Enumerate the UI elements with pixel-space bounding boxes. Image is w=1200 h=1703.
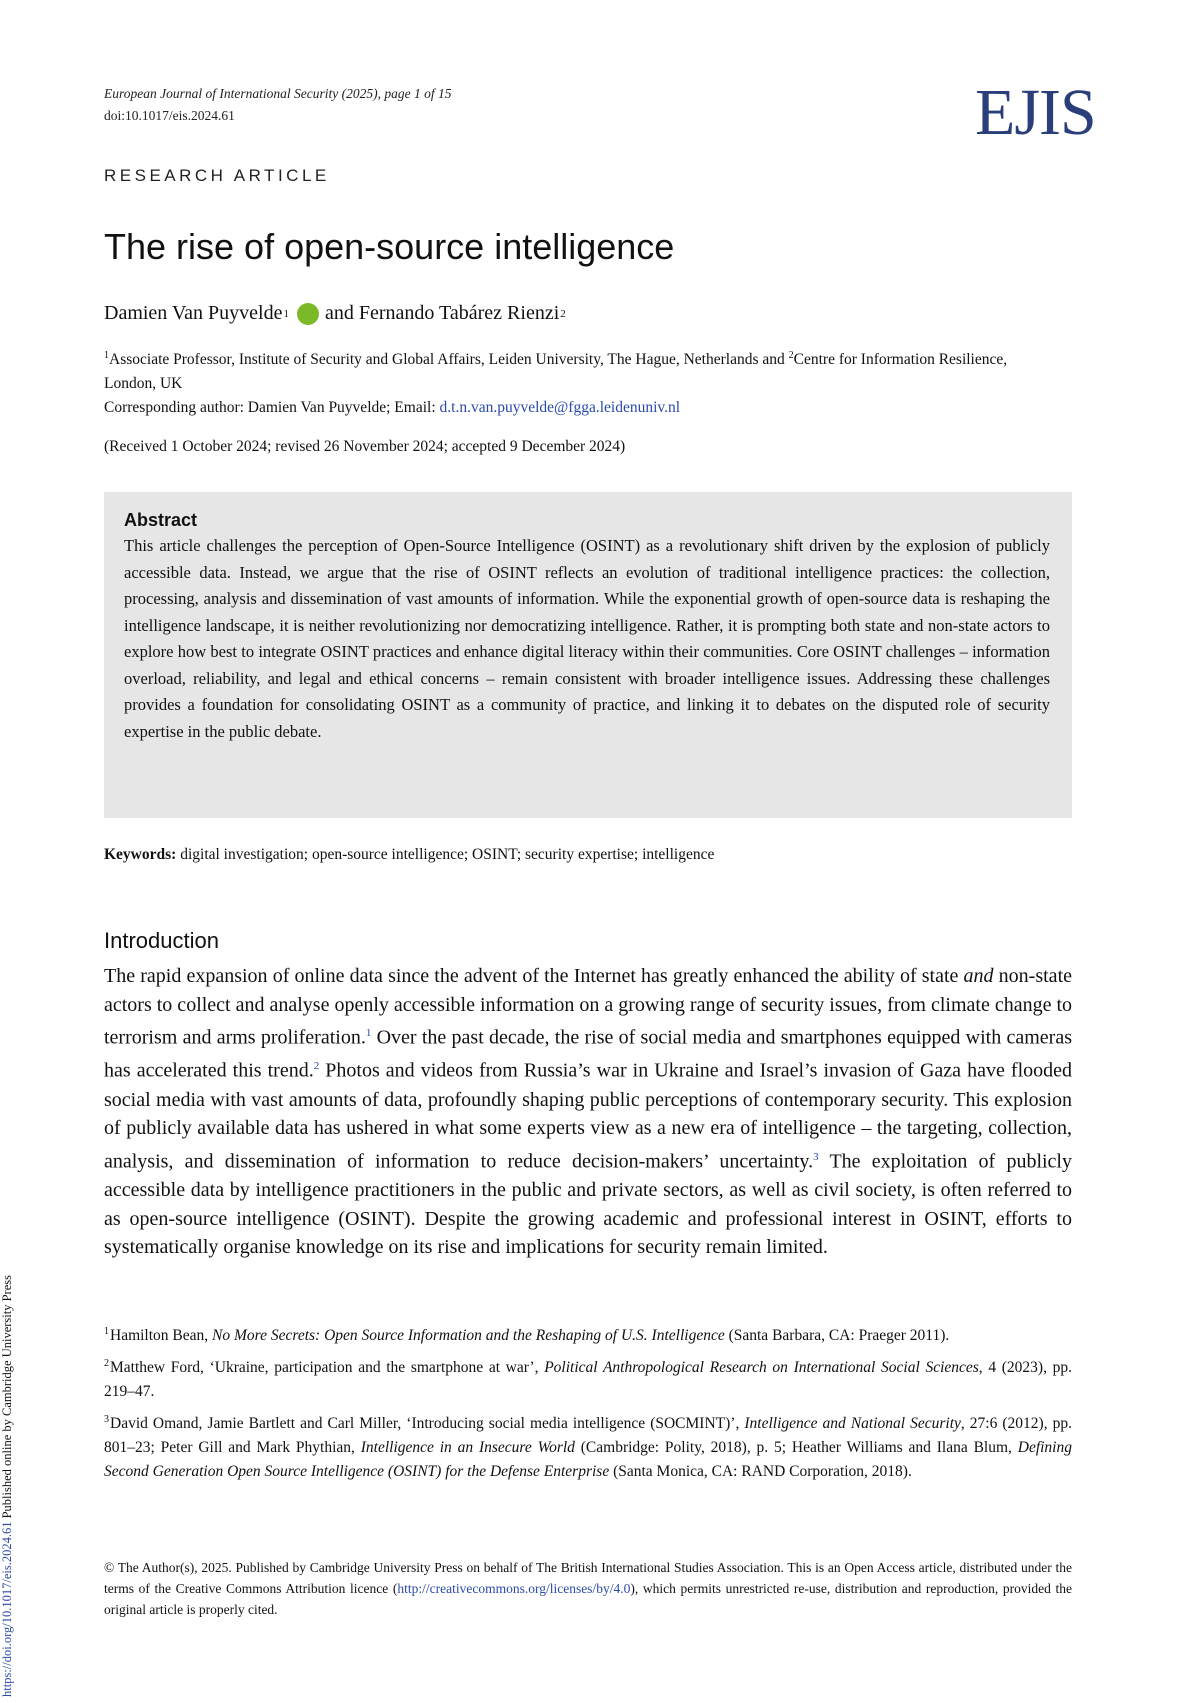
- email-link[interactable]: d.t.n.van.puyvelde@fgga.leidenuniv.nl: [439, 399, 681, 417]
- corresponding-label: Corresponding author:: [104, 399, 244, 417]
- side-margin-note: https://doi.org/10.1017/eis.2024.61 Published online by Cambridge University Press: [0, 1275, 14, 1697]
- footnotes: [104, 1320, 1072, 1488]
- corresponding-author: Corresponding author: Damien Van Puyvelde; Email: d.t.n.van.puyvelde@fgga.leidenuniv.nl: [104, 399, 681, 417]
- footnote-ref-1[interactable]: 1: [365, 1027, 372, 1040]
- footnote-ref-3[interactable]: 3: [813, 1150, 819, 1163]
- copyright-footer: © The Author(s), 2025. Published by Cambridge University Press on behalf of The British International Studies Association. This is an Open Access article, distributed under the terms of the Creative Commons Attribution licence (http://creativecommons.org/licenses/by/4.0), which permits unrestricted re-use, distribution and reproduction, provided the original article is properly cited.: [104, 1560, 1073, 1617]
- abstract-box: [104, 492, 1072, 818]
- authors-line: [104, 302, 566, 325]
- journal-logo: EJIS: [975, 76, 1096, 149]
- footnote-1: $^1$Hamilton Bean, No More Secrets: Open Source Information and the Reshaping of U.S. Intelligence (Santa Barbara, CA: Praeger 2011).: [104, 1326, 950, 1345]
- article-type: RESEARCH ARTICLE: [104, 166, 330, 185]
- keywords: [104, 846, 714, 864]
- author-2-affil-marker: 2: [560, 307, 566, 320]
- orcid-icon[interactable]: [297, 303, 319, 325]
- abstract-heading: Abstract: [124, 510, 198, 530]
- received-dates: (Received 1 October 2024; revised 26 November 2024; accepted 9 December 2024): [104, 438, 626, 455]
- footnote-2: $^2$Matthew Ford, ‘Ukraine, participation and the smartphone at war’, Political Anthropological Research on International Social Sciences, 4 (2023), pp. 219–47.: [104, 1358, 1072, 1401]
- side-doi-link[interactable]: https://doi.org/10.1017/eis.2024.61: [0, 1521, 14, 1697]
- keywords-label: Keywords:: [104, 846, 177, 863]
- introduction-paragraph: The rapid expansion of online data since the advent of the Internet has greatly enhanced the ability of state and non-state actors to collect and analyse openly accessible information on a growing range of security issues, from climate change to terrorism and arms proliferation.$^1$ Over the past decade, the rise of social media and smartphones equipped with cameras has accelerated this trend.$^2$ Photos and videos from Russia’s war in Ukraine and Israel’s invasion of Gaza have flooded social media with vast amounts of data, profoundly shaping public perceptions of contemporary security. This explosion of publicly available data has ushered in what some experts view as a new era of intelligence – the targeting, collection, analysis, and dissemination of information to reduce decision-makers’ uncertainty.$^3$ The exploitation of publicly accessible data by intelligence practitioners in the public and private sectors, as well as civil society, is often referred to as open-source intelligence (OSINT). Despite the growing academic and professional interest in OSINT, efforts to systematically organise knowledge on its rise and implications for security remain limited.: [104, 965, 1073, 1259]
- footnote-ref-2[interactable]: 2: [313, 1060, 320, 1073]
- license-link[interactable]: http://creativecommons.org/licenses/by/4.0: [397, 1581, 631, 1596]
- section-heading-introduction: Introduction: [104, 928, 219, 953]
- abstract-text: This article challenges the perception of Open-Source Intelligence (OSINT) as a revolutionary shift driven by the explosion of publicly accessible data. Instead, we argue that the rise of OSINT reflects an evolution of traditional intelligence practices: the collection, processing, analysis and dissemination of vast amounts of information. While the exponential growth of open-source data is reshaping the intelligence landscape, it is neither revolutionizing nor democratizing intelligence. Rather, it is prompting both state and non-state actors to explore how best to integrate OSINT practices and enhance digital literacy within their communities. Core OSINT challenges – information overload, reliability, and legal and ethical concerns – remain consistent with broader intelligence issues. Addressing these challenges provides a foundation for consolidating OSINT as a community of practice, and linking it to debates on the disputed role of security expertise in the public debate.: [124, 536, 1050, 741]
- article-title: The rise of open-source intelligence: [104, 226, 675, 267]
- journal-citation: European Journal of International Security (2025), page 1 of 15: [104, 86, 452, 101]
- affiliation-text: $^1$Associate Professor, Institute of Security and Global Affairs, Leiden University, The Hague, Netherlands and $^2$Centre for Information Resilience, London, UK: [104, 350, 1008, 393]
- keywords-list: digital investigation; open-source intelligence; OSINT; security expertise; intelligence: [176, 846, 715, 863]
- affiliations: [104, 344, 1054, 420]
- doi-line: doi:10.1017/eis.2024.61: [104, 108, 235, 123]
- footnote-3: $^3$David Omand, Jamie Bartlett and Carl Miller, ‘Introducing social media intelligence (SOCMINT)’, Intelligence and National Security, 27:6 (2012), pp. 801–23; Peter Gill and Mark Phythian, Intelligence in an Insecure World (Cambridge: Polity, 2018), p. 5; Heather Williams and Ilana Blum, Defining Second Generation Open Source Intelligence (OSINT) for the Defense Enterprise (Santa Monica, CA: RAND Corporation, 2018).: [104, 1414, 1072, 1481]
- author-1: Damien Van Puyvelde: [104, 302, 283, 324]
- author-2: and Fernando Tabárez Rienzi: [325, 302, 560, 324]
- author-1-affil-marker: 1: [283, 307, 289, 320]
